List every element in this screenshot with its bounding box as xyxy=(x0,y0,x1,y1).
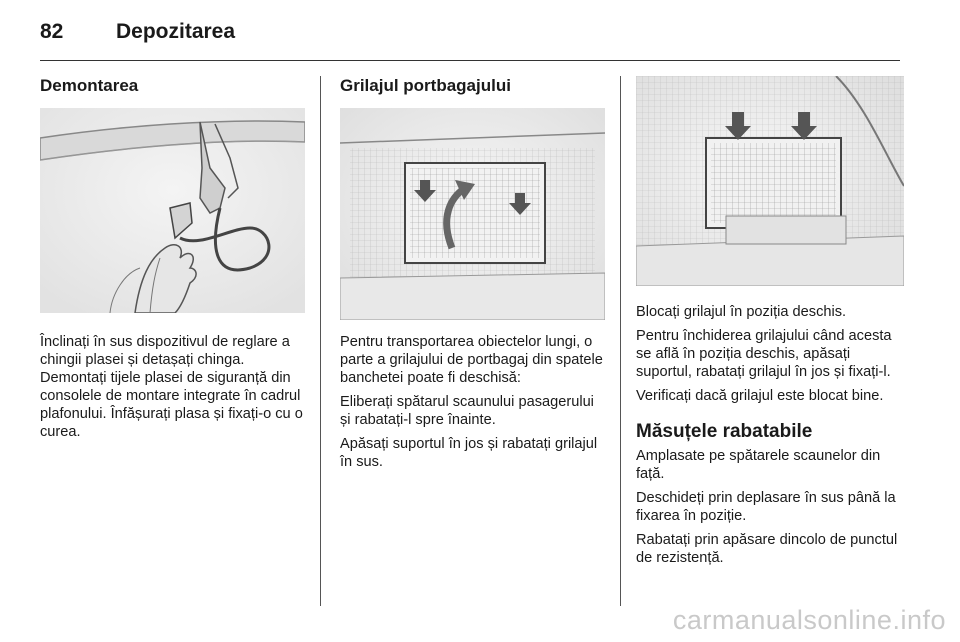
paragraph: Eliberați spătarul scaunului pasagerului și rabatați-l spre înainte. xyxy=(340,394,594,428)
section-heading-demontarea: Demontarea xyxy=(40,76,139,95)
paragraph: Pentru închiderea grilajului când acesta se află în poziția deschis, apăsați suportul, rabatați grilajul în jos și fixați-l. xyxy=(636,328,892,380)
header-rule xyxy=(40,60,900,61)
column-2-text xyxy=(340,333,605,477)
paragraph: Verificați dacă grilajul este blocat bine. xyxy=(636,388,884,404)
paragraph: Deschideți prin deplasare în sus până la fixarea în poziție. xyxy=(636,490,896,524)
page-number: 82 xyxy=(40,20,64,43)
paragraph: Blocați grilajul în poziția deschis. xyxy=(636,304,847,320)
paragraph: Apăsați suportul în jos și rabatați grilajul în sus. xyxy=(340,436,598,470)
column-2 xyxy=(340,76,605,96)
cargo-grille-closing-illustration xyxy=(636,76,904,286)
paragraph: Pentru transportarea obiectelor lungi, o parte a grilajului de portbagaj din spatele banchetei poate fi deschisă: xyxy=(340,334,603,386)
cargo-grille-opening-illustration xyxy=(340,108,605,320)
column-1 xyxy=(40,76,305,96)
watermark: carmanualsonline.info xyxy=(672,605,946,635)
column-3-text xyxy=(636,303,906,573)
section-heading-grilajul: Grilajul portbagajului xyxy=(340,76,511,95)
column-divider-1 xyxy=(320,76,321,606)
section-heading-masutele: Măsuțele rabatabile xyxy=(636,421,813,442)
column-1-text xyxy=(40,333,305,447)
page-header xyxy=(40,18,900,58)
chapter-title: Depozitarea xyxy=(116,20,236,43)
paragraph: Înclinați în sus dispozitivul de reglare a chingii plasei și detașați chinga. Demontați tijele plasei de siguranță din consolele de montare integrate în cadrul plafonului. Înfășurați plasa și fixați-o cu o curea. xyxy=(40,334,303,440)
safety-net-removal-illustration xyxy=(40,108,305,313)
paragraph: Rabatați prin apăsare dincolo de punctul de rezistență. xyxy=(636,532,898,566)
paragraph: Amplasate pe spătarele scaunelor din față. xyxy=(636,448,881,482)
column-divider-2 xyxy=(620,76,621,606)
